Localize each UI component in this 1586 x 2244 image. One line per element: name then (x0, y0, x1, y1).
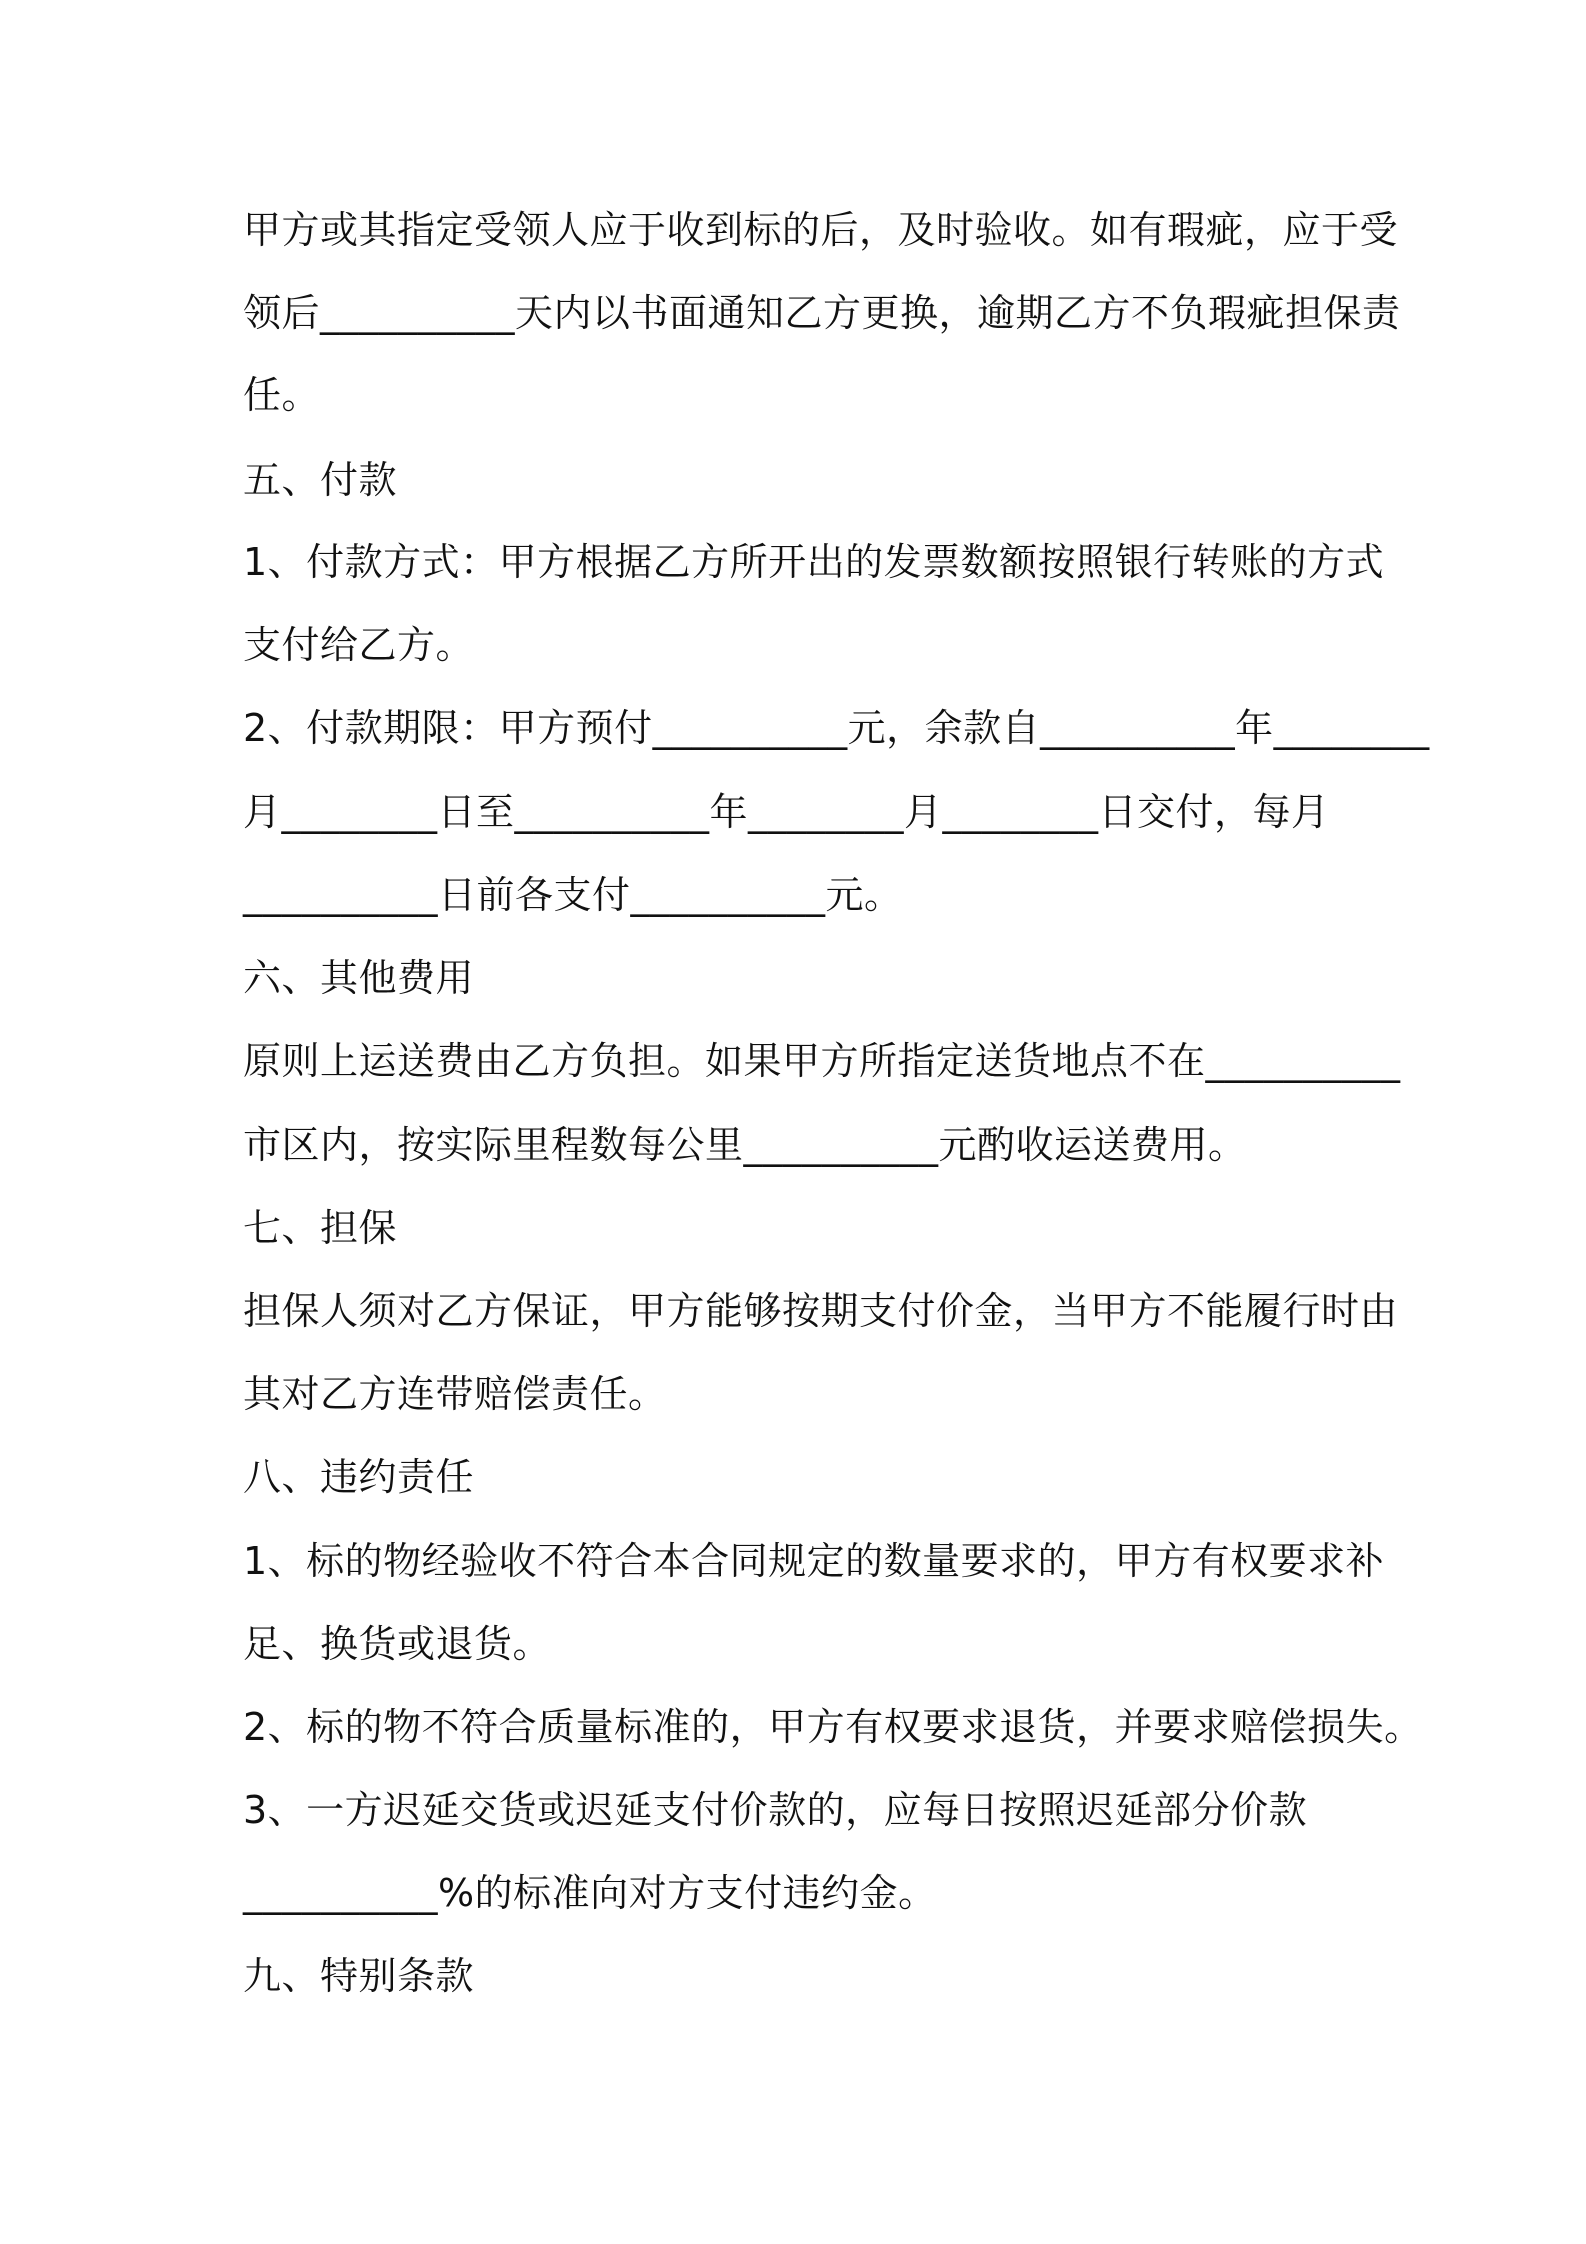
text-line: 任。 (243, 373, 321, 417)
section-heading: 八、违约责任 (243, 1455, 475, 1499)
text-line: 1、标的物经验收不符合本合同规定的数量要求的，甲方有权要求补 (243, 1539, 1385, 1583)
text-line: 足、换货或退货。 (243, 1622, 552, 1666)
section-heading: 五、付款 (243, 458, 398, 502)
text-line: 2、标的物不符合质量标准的，甲方有权要求退货，并要求赔偿损失。 (243, 1705, 1423, 1749)
text-line: 支付给乙方。 (243, 623, 475, 667)
text-line: 甲方或其指定受领人应于收到标的后，及时验收。如有瑕疵，应于受 (243, 208, 1399, 252)
section-heading: 七、担保 (243, 1206, 398, 1250)
section-heading: 九、特别条款 (243, 1954, 475, 1998)
text-line: 1、付款方式：甲方根据乙方所开出的发票数额按照银行转账的方式 (243, 540, 1385, 584)
text-line: __________%的标准向对方支付违约金。 (243, 1871, 937, 1915)
section-heading: 六、其他费用 (243, 956, 475, 1000)
text-line: 月________日至__________年________月________日交付，每月 (243, 790, 1330, 834)
text-line: 担保人须对乙方保证，甲方能够按期支付价金，当甲方不能履行时由 (243, 1289, 1399, 1333)
text-line: 2、付款期限：甲方预付__________元，余款自__________年________ (243, 706, 1430, 750)
text-line: 市区内，按实际里程数每公里__________元酌收运送费用。 (243, 1123, 1247, 1167)
text-line: __________日前各支付__________元。 (243, 873, 903, 917)
text-line: 领后__________天内以书面通知乙方更换，逾期乙方不负瑕疵担保责 (243, 291, 1401, 335)
text-line: 其对乙方连带赔偿责任。 (243, 1372, 667, 1416)
text-line: 原则上运送费由乙方负担。如果甲方所指定送货地点不在__________ (243, 1039, 1401, 1083)
text-line: 3、一方迟延交货或迟延支付价款的，应每日按照迟延部分价款 (243, 1788, 1308, 1832)
